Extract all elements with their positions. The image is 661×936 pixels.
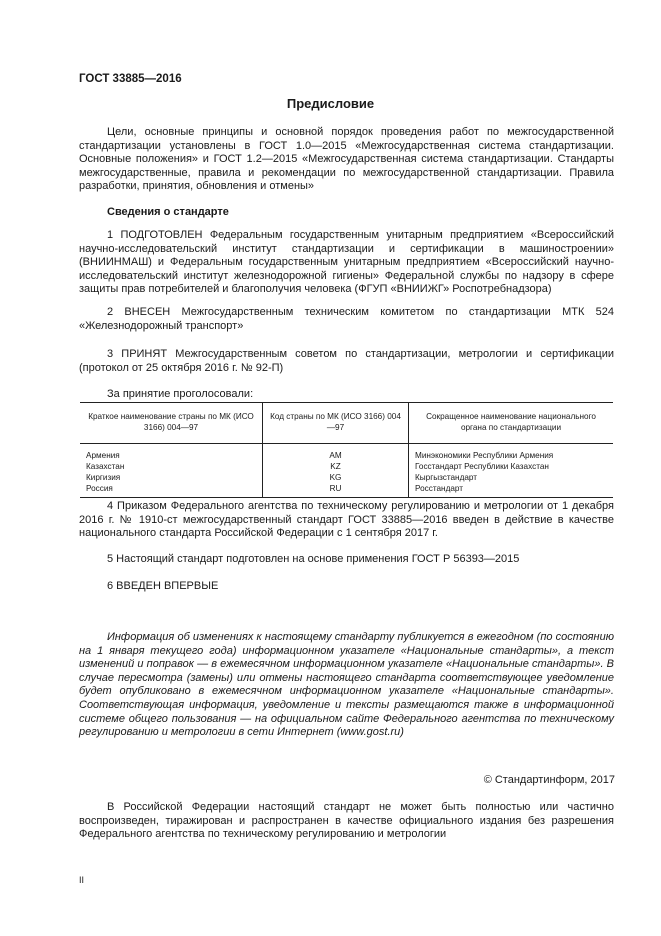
- table-row: [80, 461, 613, 472]
- reproduction-notice-paragraph: [79, 801, 614, 842]
- item-2-text: 2 ВНЕСЕН Межгосударственным техническим комитетом по стандартизации МТК 524 «Железнодорожный транспорт»: [79, 306, 614, 332]
- item-3-paragraph: [79, 348, 614, 375]
- item-3-text: 3 ПРИНЯТ Межгосударственным советом по стандартизации, метрологии и сертификации (протокол от 25 октября 2016 г. № 92-П): [79, 348, 614, 374]
- item-2-paragraph: [79, 306, 614, 333]
- copyright: © Стандартинформ, 2017: [483, 774, 615, 786]
- voting-table: [80, 402, 613, 498]
- info-notice-paragraph: [79, 631, 614, 740]
- header-body: Сокращенное наименование национального органа по стандартизации: [409, 403, 614, 444]
- country-cell: Россия: [80, 483, 263, 498]
- body-cell: Кыргызстандарт: [409, 472, 614, 483]
- country-cell: Киргизия: [86, 473, 121, 482]
- header-code: Код страны по МК (ИСО 3166) 004—97: [263, 403, 409, 444]
- item-5-text: 5 Настоящий стандарт подготовлен на основе применения ГОСТ Р 56393—2015: [107, 553, 520, 565]
- table-row: [80, 444, 613, 462]
- code-cell: KZ: [263, 461, 409, 472]
- section-subheading: Сведения о стандарте: [107, 206, 229, 218]
- item-1-paragraph: [79, 229, 614, 297]
- body-cell: Минэкономики Республики Армения: [409, 444, 614, 462]
- body-cell: Госстандарт Республики Казахстан: [409, 461, 614, 472]
- page-number: II: [79, 875, 85, 885]
- table-header-row: [80, 403, 613, 444]
- page-title: Предисловие: [286, 96, 375, 111]
- document-code-header: ГОСТ 33885—2016: [79, 73, 182, 85]
- code-cell: AM: [263, 444, 409, 462]
- header-country: Краткое наименование страны по МК (ИСО 3166) 004—97: [80, 403, 263, 444]
- item-1-text: 1 ПОДГОТОВЛЕН Федеральным государственным унитарным предприятием «Всероссийский научно-исследовательский институт стандартизации и сертификации в машиностроении» (ВНИИНМАШ) и Федеральным государственным унитарным предприятием «Всероссийский научно-исследовательский институт железнодорожной гигиены» Федеральной службы по надзору в сфере защиты прав потребителей и благополучия человека (ФГУП «ВНИИЖГ» Роспотребнадзора): [79, 229, 614, 296]
- code-cell: RU: [263, 483, 409, 498]
- table-row: [80, 483, 613, 498]
- table-row: [80, 472, 613, 483]
- intro-text: Цели, основные принципы и основной порядок проведения работ по межгосударственной стандартизации установлены в ГОСТ 1.0—2015 «Межгосударственная система стандартизации. Основные положения» и ГОСТ 1.2—2015 «Межгосударственная система стандартизации. Стандарты межгосударственные, правила и рекомендации по межгосударственной стандартизации. Правила разработки, принятия, обновления и отмены»: [79, 126, 614, 193]
- item-6-text: 6 ВВЕДЕН ВПЕРВЫЕ: [107, 580, 219, 592]
- item-4-paragraph: [79, 500, 614, 541]
- item-4-text: 4 Приказом Федерального агентства по техническому регулированию и метрологии от 1 декабря 2016 г. № 1910-ст межгосударственный стандарт ГОСТ 33885—2016 введен в действие в качестве национального стандарта Российской Федерации с 1 сентября 2017 г.: [79, 500, 614, 540]
- reproduction-notice-text: В Российской Федерации настоящий стандарт не может быть полностью или частично воспроизведен, тиражирован и распространен в качестве официального издания без разрешения Федерального агентства по техническому регулированию и метрологии: [79, 801, 614, 841]
- intro-paragraph: [79, 126, 614, 194]
- country-cell: Армения: [86, 451, 120, 460]
- body-cell: Росстандарт: [409, 483, 614, 498]
- code-cell: KG: [263, 472, 409, 483]
- info-notice-text: Информация об изменениях к настоящему стандарту публикуется в ежегодном (по состоянию на 1 января текущего года) информационном указателе «Национальные стандарты», а текст изменений и поправок — в ежемесячном информационном указателе «Национальные стандарты». В случае пересмотра (замены) или отмены настоящего стандарта соответствующее уведомление будет опубликовано в ежемесячном информационном указателе «Национальные стандарты». Соответствующая информация, уведомление и тексты размещаются также в информационной системе общего пользования — на официальном сайте Федерального агентства по техническому регулированию и метрологии в сети Интернет (www.gost.ru): [79, 631, 614, 739]
- country-cell: Казахстан: [86, 462, 125, 471]
- vote-label: За принятие проголосовали:: [107, 388, 254, 400]
